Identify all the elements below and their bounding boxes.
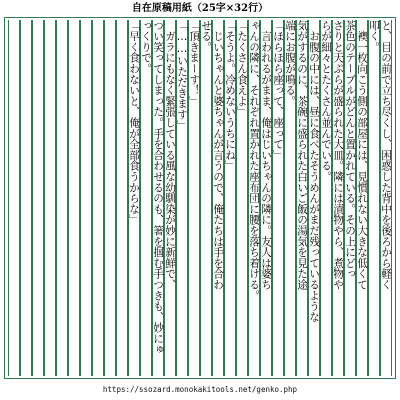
manuscript-line: つい笑ってしまった。手を合わせるのも、箸を掴む手つきも、妙にゅ bbox=[152, 20, 164, 355]
manuscript-line: さりと天ぷらが盛られた大皿。隣には漬物やら、煮物や bbox=[332, 20, 344, 290]
manuscript-line: 「ほらほら座って、座って」 bbox=[272, 20, 284, 161]
manuscript-column bbox=[164, 20, 176, 376]
manuscript-column bbox=[332, 20, 344, 376]
manuscript-column bbox=[8, 20, 20, 376]
manuscript-line: せる。 bbox=[200, 20, 212, 53]
manuscript-column bbox=[380, 20, 392, 376]
manuscript-column bbox=[236, 20, 248, 376]
manuscript-column bbox=[344, 20, 356, 376]
manuscript-line: 気がするのに、茶碗に盛られた白いご飯の湯気を見た途 bbox=[296, 20, 308, 290]
manuscript-line: じいちゃんと婆ちゃんが言うので、俺たちは手を合わ bbox=[212, 20, 224, 290]
manuscript-column bbox=[260, 20, 272, 376]
manuscript-line: と、目の前で立ち尽くし、困惑した背中を後ろから軽く bbox=[380, 20, 392, 290]
manuscript-column bbox=[320, 20, 332, 376]
manuscript-line: 端にお腹が鳴る。 bbox=[284, 20, 296, 107]
manuscript-column bbox=[68, 20, 80, 376]
manuscript-line: 「頂きまーす！」 bbox=[188, 20, 200, 107]
manuscript-column bbox=[368, 20, 380, 376]
manuscript-column bbox=[188, 20, 200, 376]
manuscript-line: っくりで。 bbox=[140, 20, 152, 74]
manuscript-line: 叩く。 bbox=[368, 20, 380, 53]
manuscript-column bbox=[140, 20, 152, 376]
manuscript-line: 「……いただきます」 bbox=[176, 20, 188, 131]
manuscript-column bbox=[224, 20, 236, 376]
manuscript-column bbox=[284, 20, 296, 376]
manuscript-column bbox=[44, 20, 56, 376]
manuscript-column bbox=[104, 20, 116, 376]
manuscript-column bbox=[80, 20, 92, 376]
manuscript-column bbox=[176, 20, 188, 376]
manuscript-line: 茶色のテーブルがどんと置かれている。その上にどっ bbox=[344, 20, 356, 280]
manuscript-column bbox=[20, 20, 32, 376]
manuscript-column bbox=[356, 20, 368, 376]
manuscript-line: 言われるがまま、俺はじいちゃんの隣に。友人は婆ち bbox=[260, 20, 272, 290]
manuscript-line: お腹の中には、昼に食べたそうめんがまだ残っているような bbox=[308, 20, 320, 323]
manuscript-line: ゃんの隣に、それぞれ置かれた座布団に腰を落ち着ける。 bbox=[248, 20, 260, 301]
manuscript-line: らが細々とたくさん並んでいる。 bbox=[320, 20, 332, 182]
manuscript-column bbox=[56, 20, 68, 376]
manuscript-line: 「早く食わないと、俺が全部食うからな」 bbox=[128, 20, 140, 226]
manuscript-column bbox=[92, 20, 104, 376]
manuscript-column bbox=[116, 20, 128, 376]
manuscript-column bbox=[32, 20, 44, 376]
manuscript-column bbox=[248, 20, 260, 376]
manuscript-column bbox=[128, 20, 140, 376]
manuscript-column bbox=[308, 20, 320, 376]
page-title: 自在原稿用紙（25字×32行） bbox=[131, 3, 269, 14]
manuscript-line: 「たくさん食えよ」 bbox=[236, 20, 248, 118]
manuscript-column bbox=[200, 20, 212, 376]
manuscript-grid bbox=[8, 20, 392, 376]
manuscript-sheet bbox=[4, 17, 396, 379]
manuscript-line: ガラにもなく緊張している風な幼馴染が妙に新鮮で、 bbox=[164, 20, 176, 290]
footer-url[interactable]: https://ssozard.monokakitools.net/genko.php bbox=[102, 385, 298, 394]
manuscript-column bbox=[152, 20, 164, 376]
manuscript-line: 「そうよ。冷めないうちにね」 bbox=[224, 20, 236, 172]
manuscript-line: 襖一枚向こう側の部屋には、見慣れない大きな低くて bbox=[356, 20, 368, 290]
manuscript-column bbox=[272, 20, 284, 376]
manuscript-column bbox=[296, 20, 308, 376]
manuscript-column bbox=[212, 20, 224, 376]
